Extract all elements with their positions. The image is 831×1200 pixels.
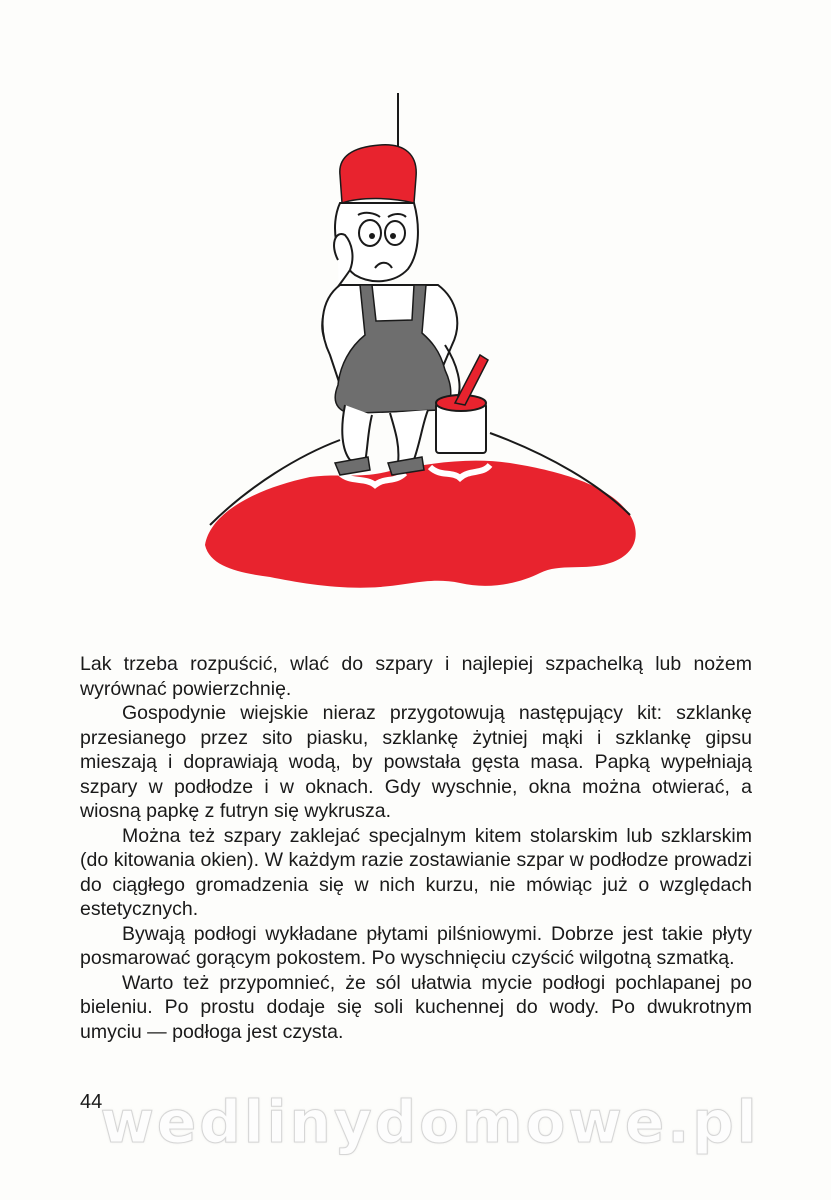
left-shoe [335, 457, 370, 475]
paragraph-3: Można też szpary zaklejać specjalnym kitem stolarskim lub szklarskim (do kitowania okien). W każdym razie zostawianie szpar w podłodze prowadzi do ciągłego gromadzenia się w nich kurzu, nie mówiąc już o względach estetycznych. [80, 824, 752, 920]
illustration-worried-painter [190, 85, 650, 605]
right-eye [385, 221, 405, 245]
page-number: 44 [80, 1091, 103, 1113]
red-paint-puddle [205, 461, 636, 588]
paragraph-5: Warto też przypomnieć, że sól ułatwia mycie podłogi pochlapanej po bieleniu. Po prostu dodaje się soli kuchennej do wody. Po dwukrotnym umyciu — podłoga jest czysta. [80, 971, 752, 1043]
watermark: wedlinydomowe.pl [100, 1088, 760, 1156]
body-text [80, 652, 752, 1044]
paragraph-1: Lak trzeba rozpuścić, wlać do szpary i najlepiej szpachelką lub nożem wyrównać powierzchnię. [80, 653, 752, 700]
paragraph-2: Gospodynie wiejskie nieraz przygotowują następujący kit: szklankę przesianego przez sito piasku, szklankę żytniej mąki i szklankę gipsu mieszają i doprawiają wodą, by powstała gęsta masa. Papką wypełniają szpary w podłodze i w oknach. Gdy wyschnie, okna można otwierać, a wiosną papkę z futryn się wykrusza. [80, 702, 752, 822]
fez-hat [340, 145, 416, 203]
paragraph-4: Bywają podłogi wykładane płytami pilśniowymi. Dobrze jest takie płyty posmarować gorącym pokostem. Po wyschnięciu czyścić wilgotną szmatką. [80, 922, 752, 969]
left-eye [359, 220, 381, 246]
legs [342, 405, 428, 465]
